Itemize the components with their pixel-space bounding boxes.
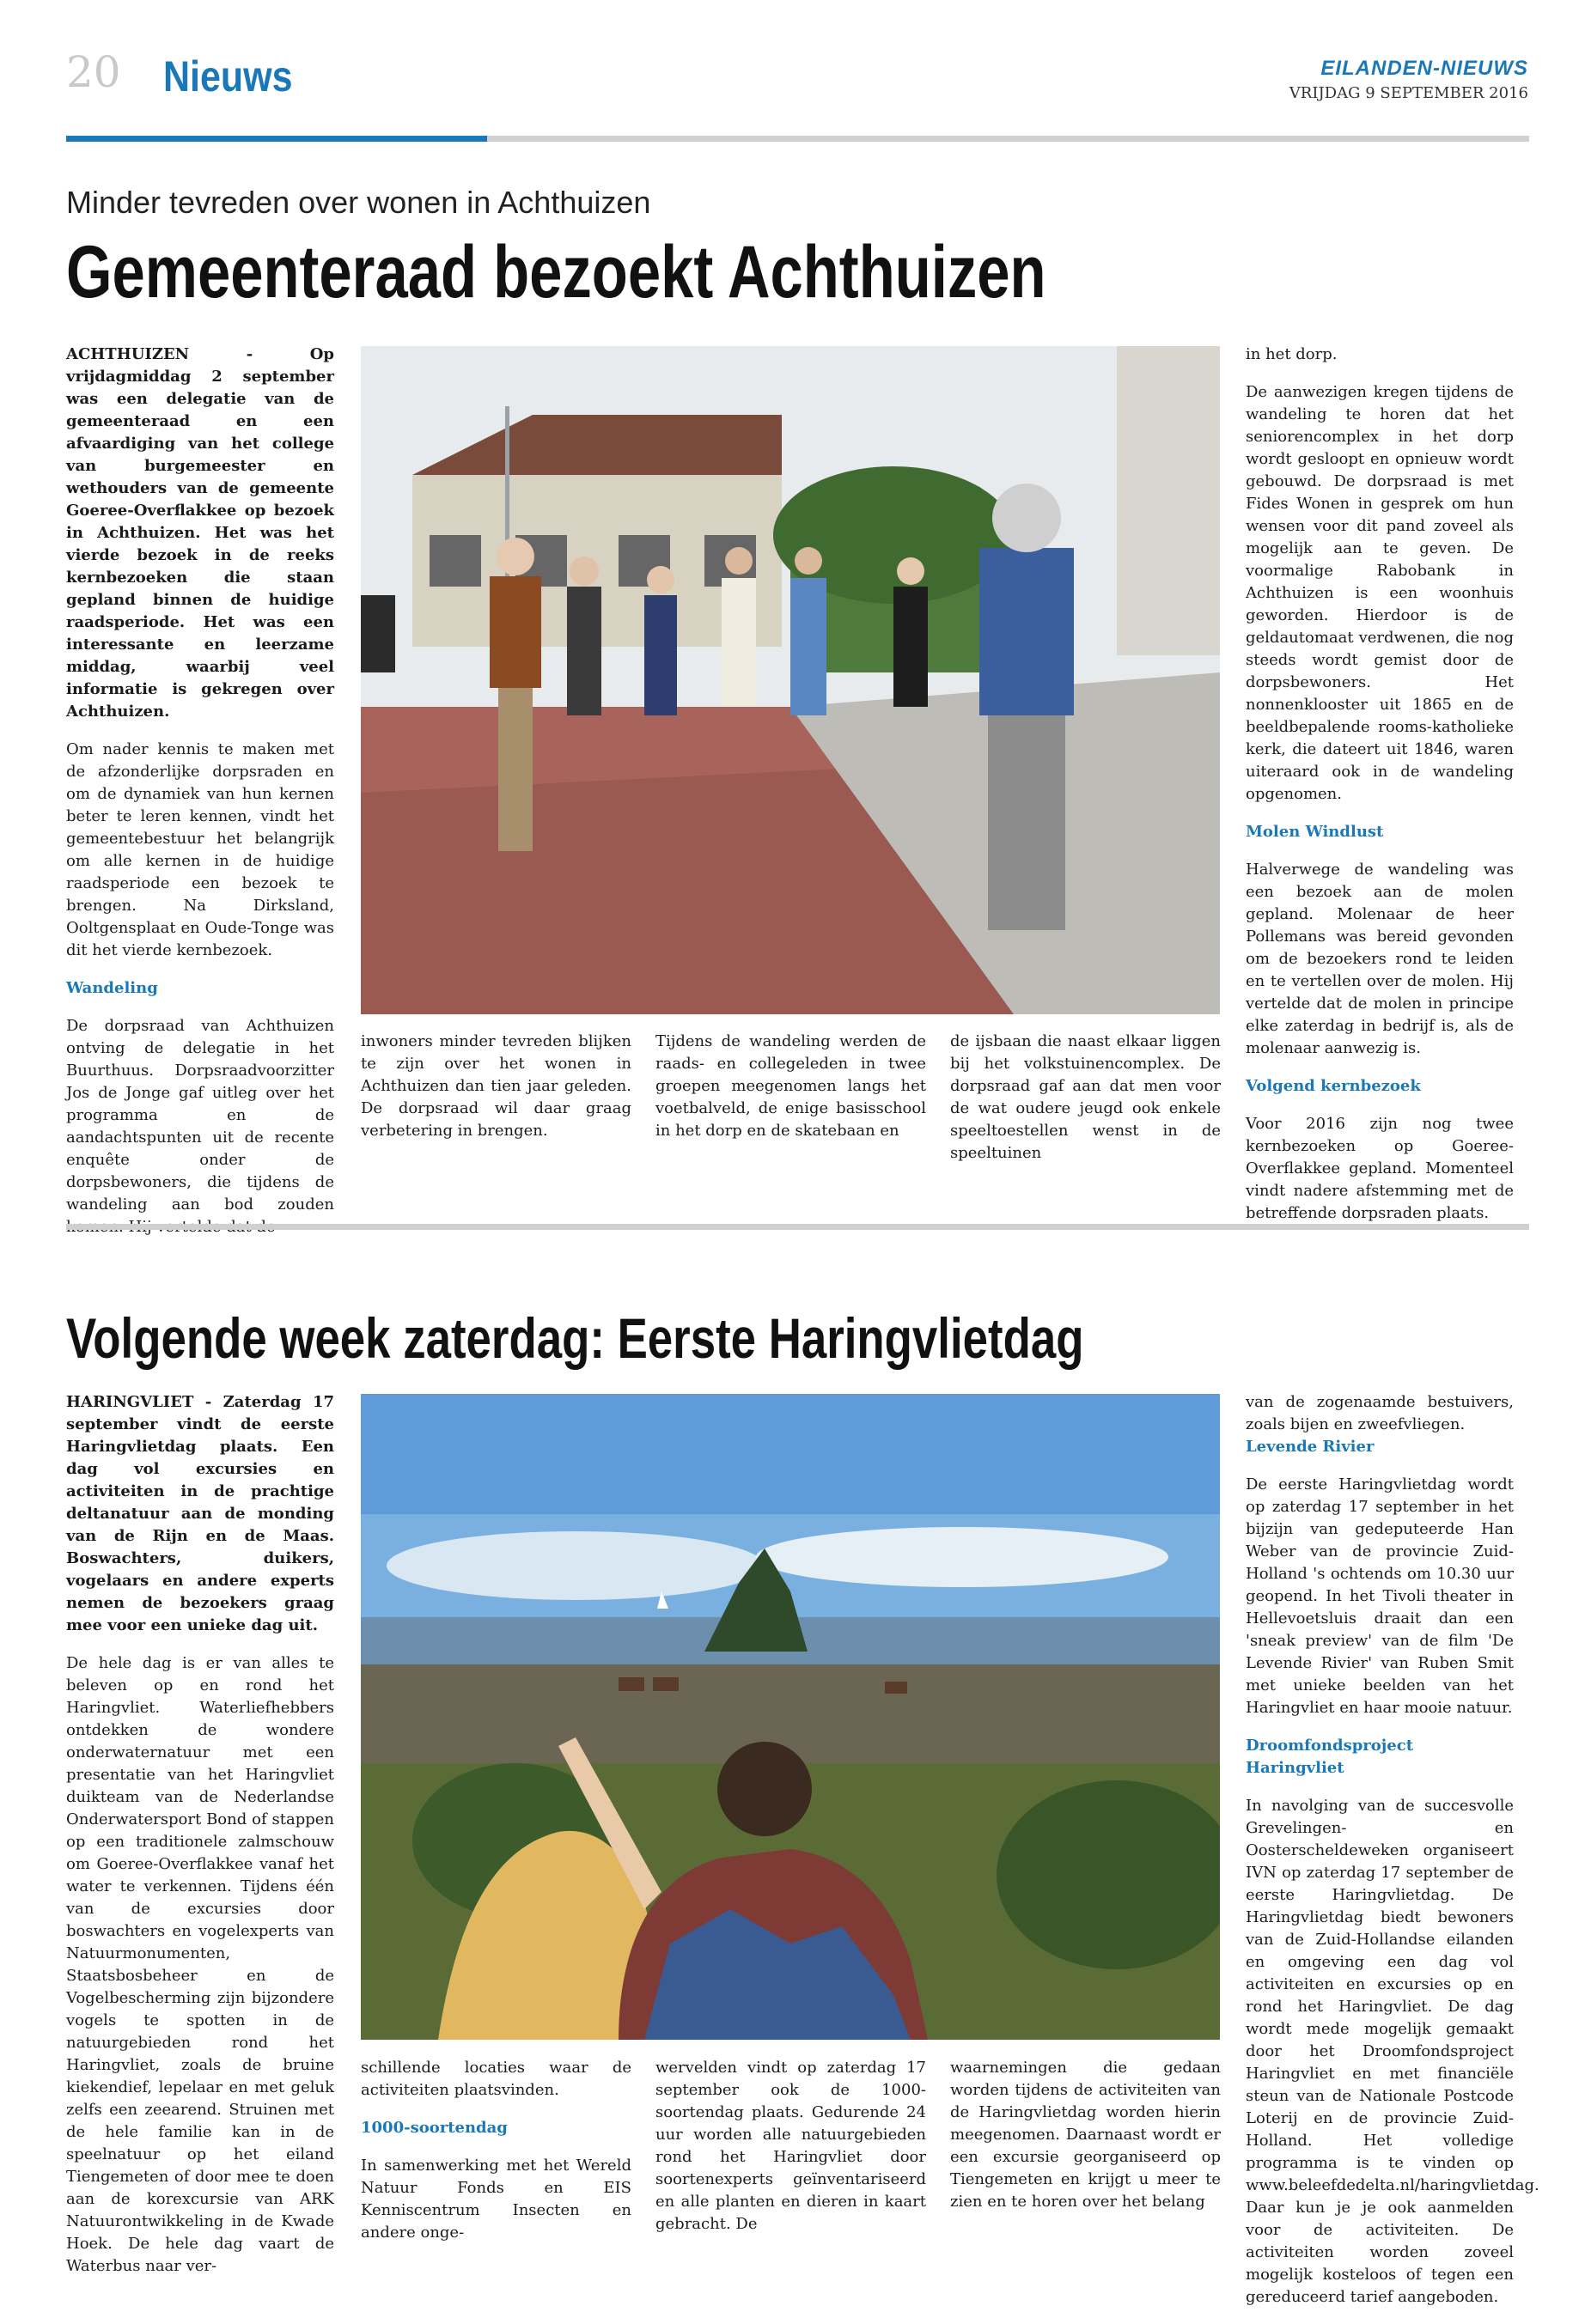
- article1-kicker: Minder tevreden over wonen in Achthuizen: [66, 185, 651, 220]
- article2-column-4: [950, 2057, 1221, 2229]
- article2-paragraph: wervelden vindt op zaterdag 17 september ook de 1000-soortendag plaats. Gedurende 24 uur worden alle natuurgebieden rond het Haringvliet door soortenexperts geïnventariseerd en alle planten en dieren in kaart gebracht. De: [655, 2059, 926, 2233]
- article2-paragraph: De eerste Haringvlietdag wordt op zaterdag 17 september in het bijzijn van gedeputeerde Han Weber van de provincie Zuid-Holland 's ochtends om 10.30 uur geopend. In het Tivoli theater in Hellevoetsluis draait dan een 'sneak preview' van de film 'De Levende Rivier' van Ruben Smit met unieke beelden van het Haringvliet en haar mooie natuur.: [1246, 1475, 1514, 1717]
- article1-headline: Gemeenteraad bezoekt Achthuizen: [66, 231, 1046, 313]
- article2-photo: [361, 1394, 1220, 2040]
- article2-subheading: Droomfondsproject Haringvliet: [1246, 1737, 1414, 1777]
- article1-paragraph: de ijsbaan die naast elkaar liggen bij het volkstuinencomplex. De dorpsraad gaf aan dat men voor de wat oudere jeugd ook enkele speeltoestellen wenst in de speeltuinen: [950, 1032, 1221, 1162]
- article1-paragraph: De dorpsraad van Achthuizen ontving de delegatie in het Buurthuus. Dorpsraadvoorzitter Jos de Jonge gaf uitleg over het programma en de aandachtspunten uit de recente enquête onder de dorpsbewoners, die tijdens de wandeling aan bod zouden: [66, 1017, 334, 1214]
- article1-paragraph: in het dorp.: [1246, 345, 1338, 363]
- article1-column-4: [950, 1031, 1221, 1180]
- page-number: 20: [66, 47, 121, 97]
- article2-subheading: 1000-soortendag: [361, 2119, 508, 2137]
- article2-paragraph: In samenwerking met het Wereld Natuur Fonds en EIS Kenniscentrum Insecten en andere onge-: [361, 2157, 631, 2242]
- article1-paragraph: Halverwege de wandeling was een bezoek aan de molen gepland. Molenaar de heer Pollemans was bereid gevonden om de bezoekers rond te leiden en te vertellen over de molen. Hij vertelde dat de molen in principe elke zaterdag in bedrijf is, als de molenaar aanwezig is.: [1246, 861, 1514, 1057]
- article1-paragraph: Tijdens de wandeling werden de raads- en collegeleden in twee groepen meegenomen langs het voetbalveld, de enige basisschool in het dorp en de skatebaan en: [655, 1032, 926, 1140]
- article2-paragraph: De hele dag is er van alles te beleven op en rond het Haringvliet. Waterliefhebbers ontdekken de wondere onderwaternatuur met een presentatie van het Haringvliet duikteam van de Nederlandse Onderwatersport Bond of stappen op een traditionele zalmschouw om Goeree-Overflakkee vanaf het water te verkennen. Tijdens één van de excursies door boswachters en vogelexperts van Natuurmonumenten, Staatsbosbeheer en de Vogelbescherming zijn bijzondere vogels te spotten in de natuurgebieden rond het Haringvliet, zoals de bruine kiekendief, lepelaar en met geluk zelfs een zeearend. Struinen met de hele familie kan in de speelnatuur op het eiland Tiengemeten of door mee te doen aan de korexcursie van ARK Natuurontwikkeling in de Kwade Hoek. De hele dag vaart de Waterbus naar ver-: [66, 1654, 334, 2275]
- article2-lead: HARINGVLIET - Zaterdag 17 september vindt de eerste Haringvlietdag plaats. Een dag vol excursies en activiteiten in de prachtige deltanatuur aan de monding van de Rijn en de Maas. Boswachters, duikers, vogelaars en andere experts nemen de bezoekers graag mee voor een unieke dag uit.: [66, 1393, 334, 1634]
- street-photo-illustration: [361, 346, 1220, 1014]
- article2-headline: Volgende week zaterdag: Eerste Haringvlietdag: [66, 1306, 1084, 1370]
- article2-paragraph: van de zogenaamde bestuivers, zoals bijen en zweefvliegen.: [1246, 1393, 1514, 1433]
- article2-column-5: [1246, 1391, 1539, 2324]
- article1-subheading: Wandeling: [66, 979, 158, 997]
- article2-column-1: [66, 1391, 334, 2293]
- masthead-logo: EILANDEN-NIEUWS: [1320, 57, 1528, 80]
- article-divider: [66, 1224, 1529, 1230]
- article1-paragraph: Om nader kennis te maken met de afzonderlijke dorpsraden en om de dynamiek van hun kernen beter te leren kennen, vindt het gemeentebestuur het belangrijk om alle kernen in de huidige raadsperiode een bezoek te brengen. Na Dirksland, Ooltgensplaat en Oude-Tonge was dit het vierde kernbezoek.: [66, 740, 334, 959]
- article2-column-2: [361, 2057, 631, 2260]
- article1-lead: ACHTHUIZEN - Op vrijdagmiddag 2 september was een delegatie van de gemeenteraad en een afvaardiging van het college van burgemeester en wethouders van de gemeente Goeree-Overflakkee op bezoek in Achthuizen. Het was het vierde bezoek in de reeks kernbezoeken die staan gepland binnen de huidige raadsperiode. Het was een interessante en leerzame middag, waarbij veel informatie is gekregen over Achthuizen.: [66, 345, 334, 721]
- article2-paragraph: schillende locaties waar de activiteiten plaatsvinden.: [361, 2059, 631, 2099]
- article1-photo: [361, 346, 1220, 1014]
- article1-column-1: [66, 344, 334, 1254]
- haringvliet-photo-illustration: [361, 1394, 1220, 2040]
- publication-date: VRIJDAG 9 SEPTEMBER 2016: [1289, 84, 1528, 102]
- article2-column-3: [655, 2057, 926, 2251]
- article1-column-3: [655, 1031, 926, 1158]
- article1-paragraph: Voor 2016 zijn nog twee kernbezoeken op Goeree-Overflakkee gepland. Momenteel vindt nadere afstemming met de betreffende dorpsraden plaats.: [1246, 1115, 1514, 1222]
- article1-subheading: Molen Windlust: [1246, 823, 1384, 841]
- article1-paragraph: De aanwezigen kregen tijdens de wandeling te horen dat het seniorencomplex in het dorp wordt gesloopt en opnieuw wordt gebouwd. De dorpsraad is met Fides Wonen in gesprek om hun wensen voor dit pand zoveel als mogelijk aan te geven. De voormalige Rabobank in Achthuizen is een woonhuis geworden. Hierdoor is de geldautomaat verdwenen, die nog steeds wordt gemist door de dorpsbewoners. Het nonnenklooster uit 1865 en de beeldbepalende rooms-katholieke kerk, die dateert uit 1846, waren uiteraard ook in de wandeling opgenomen.: [1246, 383, 1514, 803]
- article1-paragraph: inwoners minder tevreden blijken te zijn over het wonen in Achthuizen dan tien jaar geleden. De dorpsraad wil daar graag verbetering in brengen.: [361, 1032, 631, 1140]
- article1-column-2: [361, 1031, 631, 1158]
- section-title: Nieuws: [163, 52, 293, 100]
- header-rule-accent: [66, 136, 487, 142]
- article1-column-5: [1246, 344, 1514, 1240]
- article1-subheading: Volgend kernbezoek: [1246, 1077, 1421, 1095]
- article2-paragraph: waarnemingen die gedaan worden tijdens de activiteiten van de Haringvlietdag worden hierin meegenomen. Daarnaast wordt er een excursie georganiseerd op Tiengemeten en krijgt u meer te zien en te horen over het belang: [950, 2059, 1221, 2211]
- article2-subheading: Levende Rivier: [1246, 1438, 1375, 1456]
- article2-paragraph: In navolging van de succesvolle Grevelingen- en Oosterscheldeweken organiseert IVN op zaterdag 17 september de eerste Haringvlietdag. De Haringvlietdag biedt bewoners van de Zuid-Hollandse eilanden en omgeving een dag vol activiteiten en excursies op en rond het Haringvliet. De dag wordt mede mogelijk gemaakt door het Droomfondsproject Haringvliet en met financiële steun van de Nationale Postcode Loterij en de provincie Zuid-Holland. Het volledige programma is te vinden op www.beleefdedelta.nl/haringvlietdag. Daar kun je je ook aanmelden voor de activiteiten. De activiteiten worden zoveel mogelijk kosteloos of tegen een gereduceerd tarief aangeboden.: [1246, 1797, 1539, 2306]
